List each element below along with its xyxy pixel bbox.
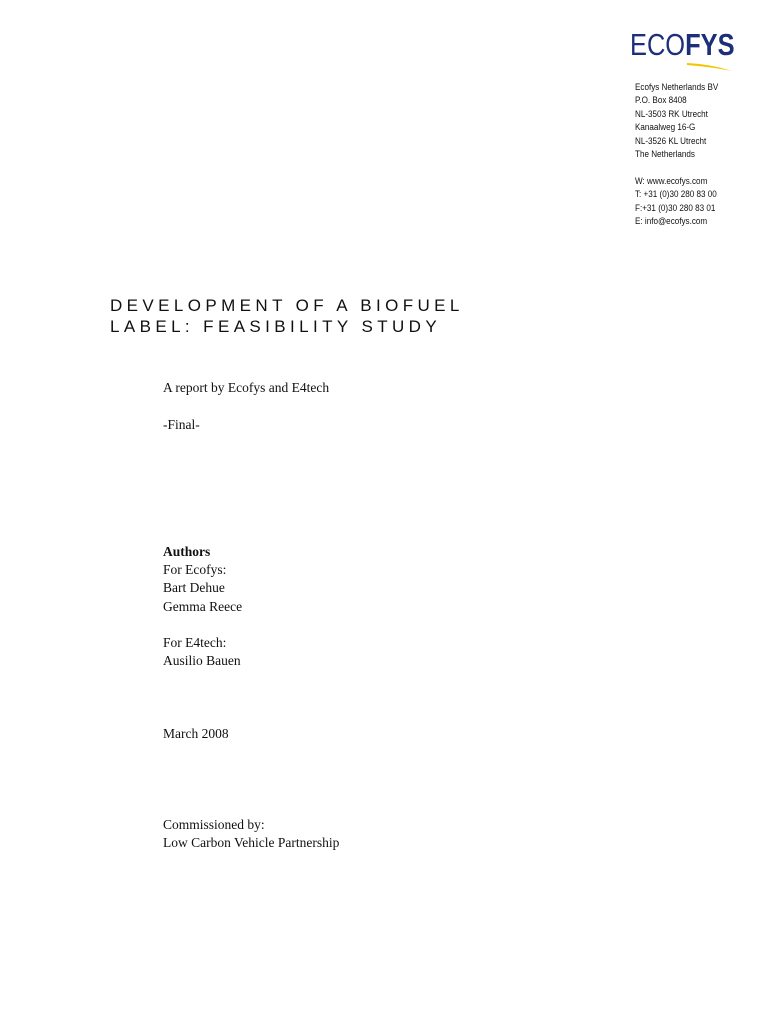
- report-byline: A report by Ecofys and E4tech: [163, 380, 330, 395]
- document-title: [110, 295, 464, 337]
- author-name: Ausilio Bauen: [163, 653, 241, 669]
- logo-eco-text: ECO: [630, 27, 686, 62]
- address-line: Ecofys Netherlands BV: [635, 82, 719, 92]
- logo-fys-text: FYS: [685, 27, 735, 62]
- logo-wordmark: [630, 27, 735, 62]
- authors-heading: Authors: [163, 544, 211, 559]
- address-line: P.O. Box 8408: [635, 95, 687, 106]
- authors-section: [163, 543, 242, 670]
- logo-swoosh-icon: [686, 60, 734, 72]
- authors-group-label: For Ecofys:: [163, 562, 227, 578]
- ecofys-logo: [630, 28, 735, 74]
- authors-group-label: For E4tech:: [163, 635, 227, 650]
- commissioned-by: Low Carbon Vehicle Partnership: [163, 835, 340, 851]
- commissioned-section: [163, 816, 339, 852]
- contact-fax: F:+31 (0)30 280 83 01: [635, 202, 716, 213]
- title-line-2: LABEL: FEASIBILITY STUDY: [110, 317, 442, 336]
- address-line: Kanaalweg 16-G: [635, 122, 696, 133]
- address-line: NL-3526 KL Utrecht: [635, 135, 707, 146]
- contact-website: W: www.ecofys.com: [635, 175, 708, 186]
- title-line-1: DEVELOPMENT OF A BIOFUEL: [110, 296, 464, 315]
- author-name: Gemma Reece: [163, 598, 243, 614]
- author-name: Bart Dehue: [163, 580, 225, 596]
- company-address: [635, 81, 718, 228]
- address-line: The Netherlands: [635, 149, 695, 160]
- address-line: NL-3503 RK Utrecht: [635, 108, 708, 119]
- address-spacer: [635, 161, 718, 174]
- contact-phone: T: +31 (0)30 280 83 00: [635, 189, 717, 200]
- authors-spacer: [163, 616, 242, 634]
- report-status: -Final-: [163, 417, 200, 432]
- report-date: March 2008: [163, 726, 229, 741]
- commissioned-label: Commissioned by:: [163, 817, 265, 832]
- contact-email: E: info@ecofys.com: [635, 216, 708, 227]
